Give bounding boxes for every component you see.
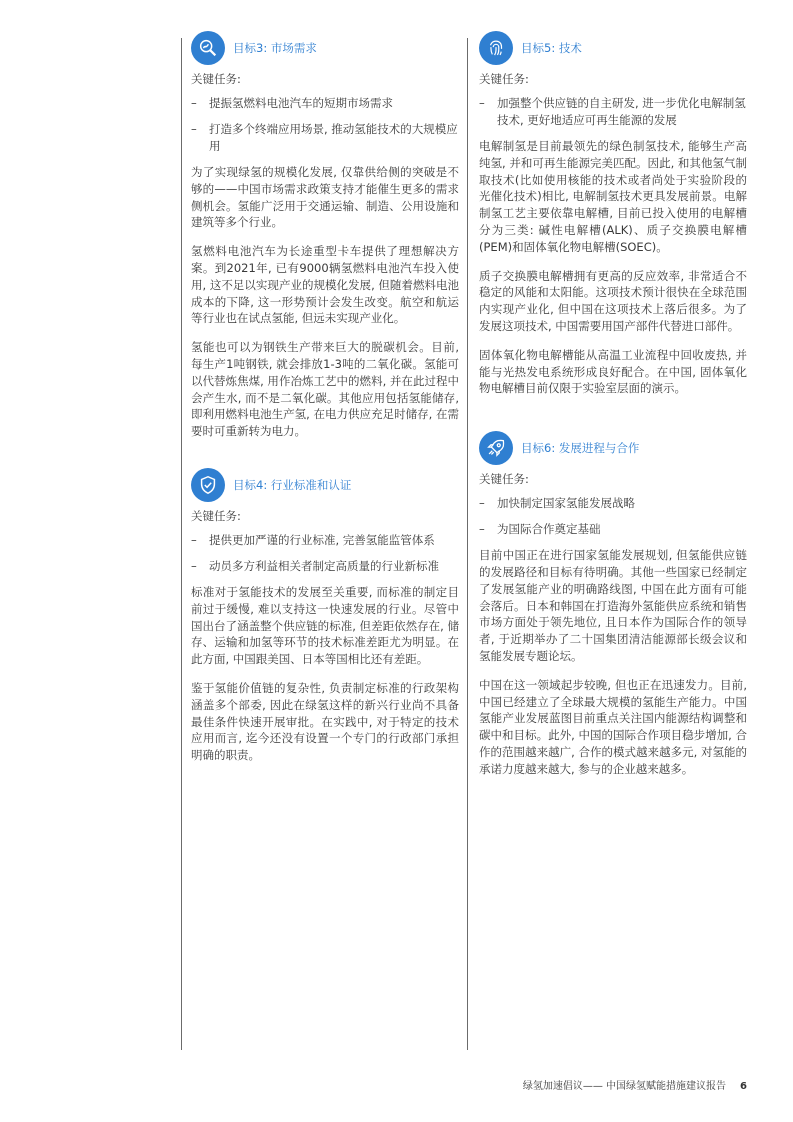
section-spacer bbox=[479, 409, 747, 431]
left-column bbox=[191, 31, 459, 776]
paragraph: 质子交换膜电解槽拥有更高的反应效率, 非常适合不稳定的风能和太阳能。这项技术预计很快在全球范围内实现产业化, 但中国在这项技术上落后很多。为了发展这项技术, 中国需要用国产部件代替进口部件。 bbox=[479, 268, 747, 333]
goal4-task-list bbox=[191, 532, 459, 575]
paragraph: 标准对于氢能技术的发展至关重要, 而标准的制定目前过于缓慢, 难以支持这一快速发展的行业。尽管中国出台了涵盖整个供应链的标准, 但差距依然存在, 储存、运输和加氢等环节的技术标准差距尤为明显。在此方面, 中国跟美国、日本等国相比还有差距。 bbox=[191, 584, 459, 667]
task-item: – 打造多个终端应用场景, 推动氢能技术的大规模应用 bbox=[191, 121, 459, 155]
paragraph: 目前中国正在进行国家氢能发展规划, 但氢能供应链的发展路径和目标有待明确。其他一些国家已经制定了发展氢能产业的明确路线图, 中国在此方面有可能会落后。日本和韩国在打造海外氢能供应系统和销售市场方面处于领先地位, 且日本作为国际合作的领导者, 于近期举办了二十国集团清洁能源部长级会议和氢能发展专题论坛。 bbox=[479, 548, 747, 663]
task-item: – 为国际合作奠定基础 bbox=[479, 521, 747, 538]
goal5-key-label: 关键任务: bbox=[479, 72, 529, 86]
goal6-task-list bbox=[479, 495, 747, 538]
rocket-icon bbox=[479, 431, 513, 465]
paragraph: 中国在这一领域起步较晚, 但也正在迅速发力。目前, 中国已经建立了全球最大规模的氢能生产能力。中国氢能产业发展蓝图目前重点关注国内能源结构调整和碳中和目标。此外, 中国的国际合作项目稳步增加, 合作的范围越来越广, 合作的模式越来越多元, 对氢能的承诺力度越来越大, 参与的企业越来越多。 bbox=[479, 677, 747, 776]
goal4-key-label: 关键任务: bbox=[191, 508, 241, 523]
goal4-title: 目标4: 行业标准和认证 bbox=[233, 477, 352, 492]
goal5-section bbox=[479, 31, 747, 397]
shield-check-icon bbox=[191, 468, 225, 502]
task-item: – 提供更加严谨的行业标准, 完善氢能监管体系 bbox=[191, 532, 459, 549]
task-item: – 提振氢燃料电池汽车的短期市场需求 bbox=[191, 95, 459, 112]
task-item: – 加快制定国家氢能发展战略 bbox=[479, 495, 747, 512]
paragraph: 为了实现绿氢的规模化发展, 仅靠供给侧的突破是不够的——中国市场需求政策支持才能催生更多的需求侧机会。氢能广泛用于交通运输、制造、公用设施和建筑等多个行业。 bbox=[191, 165, 459, 230]
fingerprint-icon bbox=[479, 31, 513, 65]
page-number: 6 bbox=[740, 1081, 747, 1092]
task-item: – 加强整个供应链的自主研发, 进一步优化电解制氢技术, 更好地适应可再生能源的发展 bbox=[479, 95, 747, 129]
goal3-section bbox=[191, 31, 459, 440]
goal6-header bbox=[479, 431, 747, 465]
paragraph: 鉴于氢能价值链的复杂性, 负责制定标准的行政架构涵盖多个部委, 因此在绿氢这样的新兴行业尚不具备最佳条件快速开展审批。在实践中, 对于特定的技术应用而言, 迄今还没有设置一个专门的行政部门承担明确的职责。 bbox=[191, 680, 459, 763]
paragraph: 固体氧化物电解槽能从高温工业流程中回收废热, 并能与光热发电系统形成良好配合。在中国, 固体氧化物电解槽目前仅限于实验室层面的演示。 bbox=[479, 347, 747, 396]
goal6-key-label: 关键任务: bbox=[479, 472, 529, 487]
goal6-title: 目标6: 发展进程与合作 bbox=[521, 441, 640, 456]
paragraph: 氢能也可以为钢铁生产带来巨大的脱碳机会。目前, 每生产1吨钢铁, 就会排放1-3吨的二氧化碳。氢能可以代替炼焦煤, 用作冶炼工艺中的燃料, 并在此过程中会产生水, 而不是二氧化碳。其他应用包括氢能储存, 即利用燃料电池生产氢, 在电力供应充足时储存, 在需要时可重新转为电力。 bbox=[191, 340, 459, 439]
goal5-title: 目标5: 技术 bbox=[521, 41, 582, 55]
goal3-key-label: 关键任务: bbox=[191, 72, 241, 86]
section-spacer bbox=[191, 452, 459, 468]
task-item: – 动员多方利益相关者制定高质量的行业新标准 bbox=[191, 558, 459, 575]
goal6-section bbox=[479, 431, 747, 777]
right-column bbox=[479, 31, 747, 790]
paragraph: 电解制氢是目前最领先的绿色制氢技术, 能够生产高纯氢, 并和可再生能源完美匹配。因此, 和其他氢气制取技术(比如使用核能的技术或者尚处于实验阶段的光催化技术)相比, 电解制氢技术更具发展前景。电解制氢工艺主要依靠电解槽, 目前已投入使用的电解槽分为三类: 碱性电解槽(ALK)、质子交换膜电解槽(PEM)和固体氧化物电解槽(SOEC)。 bbox=[479, 139, 747, 254]
magnifier-icon bbox=[191, 31, 225, 65]
page-footer bbox=[523, 1077, 747, 1092]
footer-report-title: 绿氢加速倡议—— 中国绿氢赋能措施建议报告 bbox=[522, 1081, 727, 1092]
left-column-rule bbox=[181, 38, 182, 1050]
goal3-header bbox=[191, 31, 459, 65]
right-column-rule bbox=[467, 38, 468, 1050]
paragraph: 氢燃料电池汽车为长途重型卡车提供了理想解决方案。到2021年, 已有9000辆氢燃料电池汽车投入使用, 这不足以实现产业的规模化发展, 但随着燃料电池成本的下降, 这一形势预计会发生改变。航空和航运等行业也在试点氢能, 但远未实现产业化。 bbox=[191, 244, 459, 326]
goal5-task-list bbox=[479, 95, 747, 129]
goal5-header bbox=[479, 31, 747, 65]
goal3-title: 目标3: 市场需求 bbox=[233, 41, 317, 55]
goal4-header bbox=[191, 468, 459, 502]
goal3-task-list bbox=[191, 95, 459, 155]
goal4-section bbox=[191, 468, 459, 764]
